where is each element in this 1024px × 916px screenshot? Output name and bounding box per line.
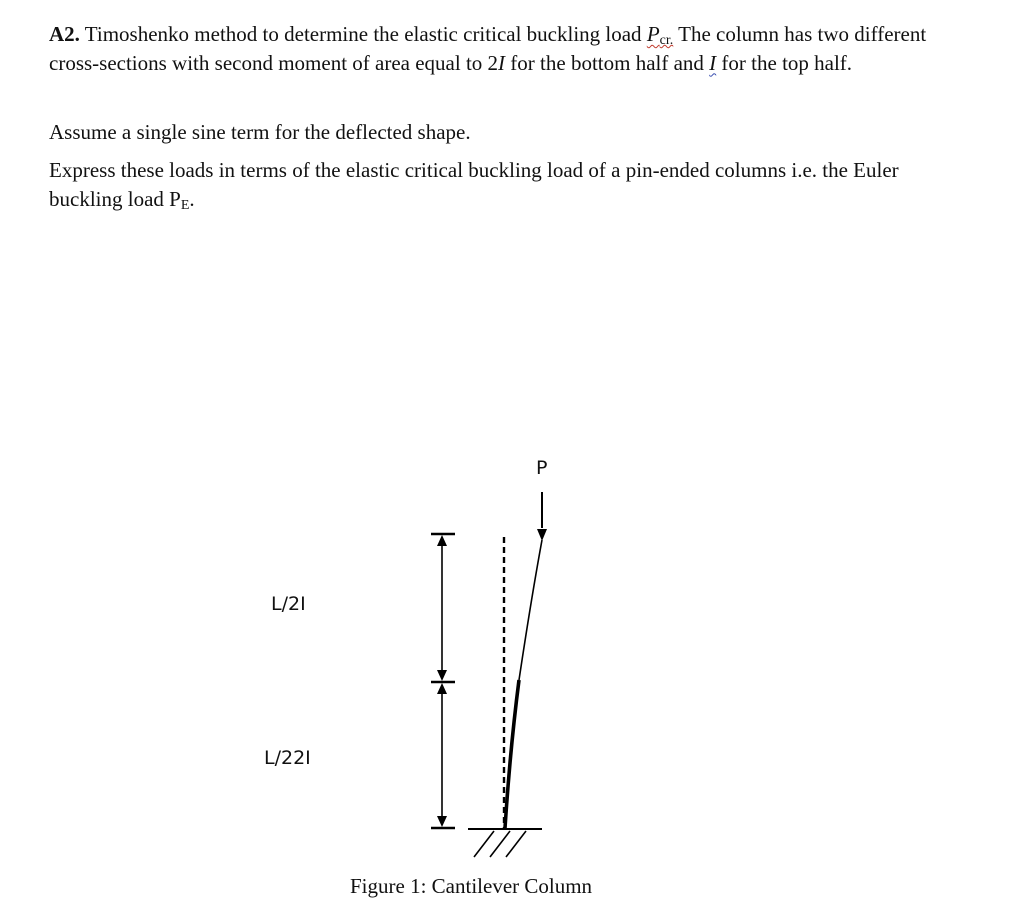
- instruction-euler-end: .: [189, 186, 195, 211]
- figure-caption: Figure 1: Cantilever Column: [350, 874, 593, 898]
- question-text-3: for the bottom half and: [505, 50, 710, 75]
- question-text-2: The column has two different cross-sections with second moment of area equal to 2: [49, 22, 927, 75]
- pcr-symbol: [647, 22, 673, 46]
- column-top-half: [519, 540, 542, 680]
- dimension-lines: [431, 534, 455, 828]
- inertia-symbol-2: I: [709, 50, 717, 75]
- load-label: P: [536, 457, 548, 479]
- instruction-euler-text: Express these loads in terms of the elastic critical buckling load of a pin-ended columns i.e. the Euler buckling load P: [49, 158, 899, 211]
- cantilever-column-figure: [0, 440, 1024, 916]
- question-paragraph: [49, 20, 949, 77]
- pcr-subscript: cr.: [659, 33, 674, 48]
- column-bottom-half: [505, 680, 519, 828]
- instruction-sine-term: Assume a single sine term for the deflected shape.: [49, 120, 471, 144]
- question-text-4: for the top half.: [716, 50, 853, 75]
- euler-subscript: E: [180, 197, 190, 213]
- column-diagram: [0, 440, 1024, 916]
- question-label: A2.: [49, 22, 80, 46]
- top-segment-label: L/2I: [271, 593, 306, 615]
- pcr-letter: P: [646, 22, 660, 46]
- load-arrowhead: [537, 529, 547, 541]
- instruction-euler: [49, 156, 949, 213]
- bottom-segment-label: L/22I: [264, 747, 311, 769]
- question-text-1: Timoshenko method to determine the elastic critical buckling load: [79, 22, 647, 46]
- ground-hatching: [474, 831, 526, 857]
- inertia-symbol: I: [498, 50, 506, 75]
